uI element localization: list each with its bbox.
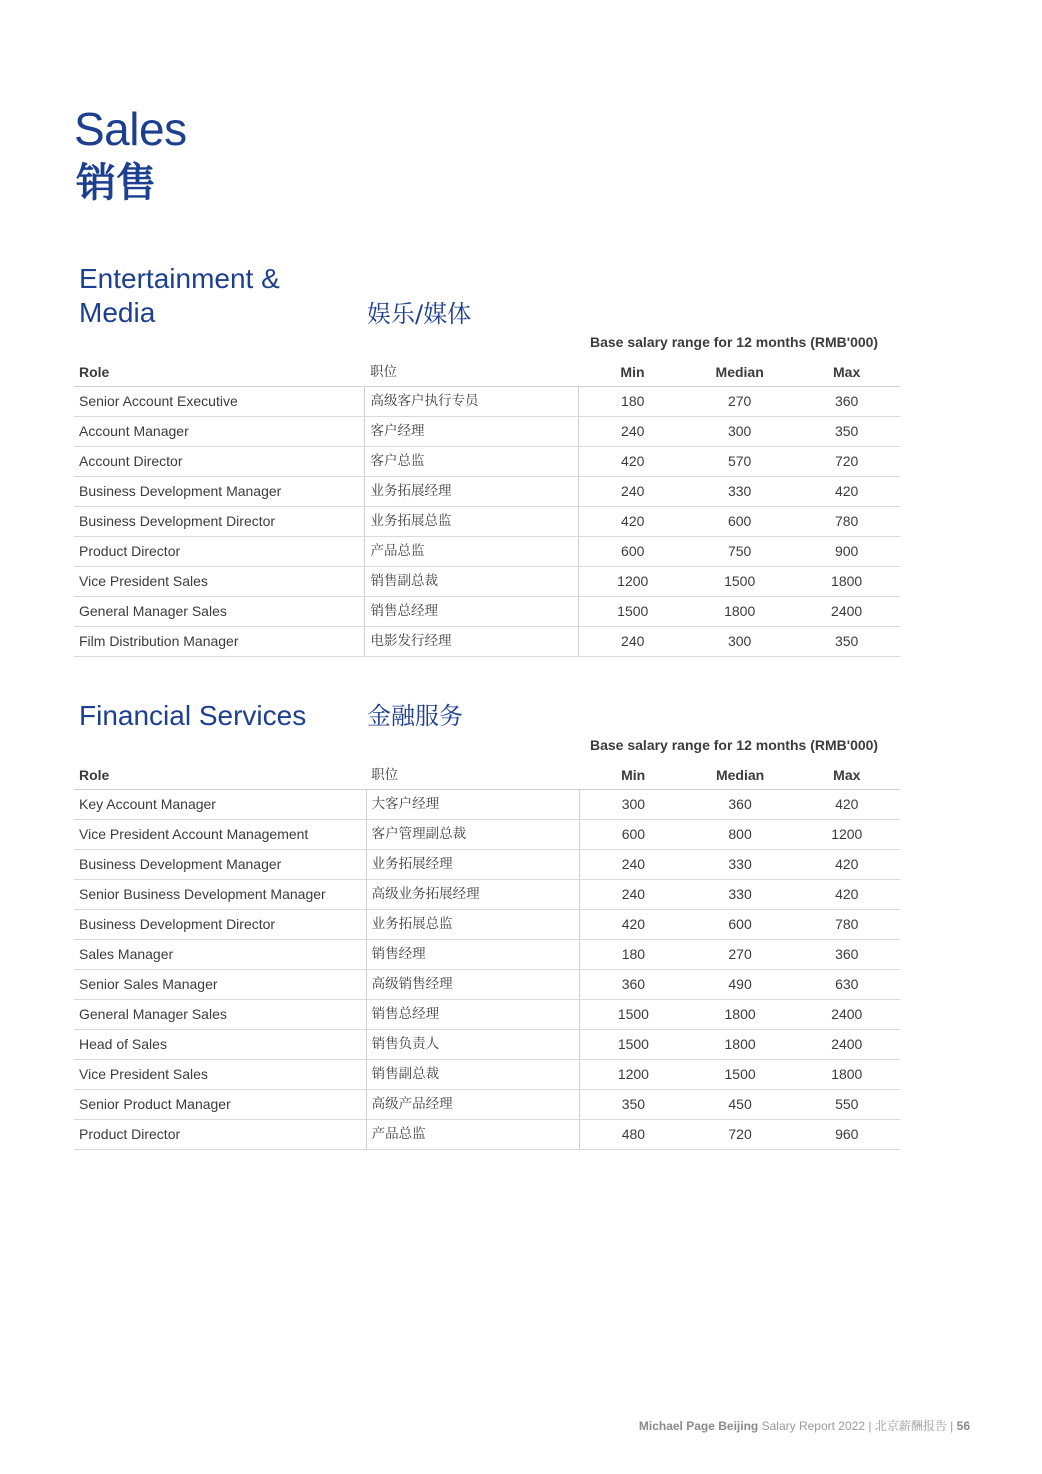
cell-median: 450 xyxy=(687,1090,794,1120)
cell-max: 350 xyxy=(793,627,900,657)
cell-role: Account Manager xyxy=(74,417,365,447)
footer-report-cn: 北京薪酬报告 xyxy=(874,1419,947,1433)
cell-min: 420 xyxy=(579,507,686,537)
cell-role-cn: 销售总经理 xyxy=(366,1000,580,1030)
section-title-en: Entertainment & Media xyxy=(79,263,280,328)
cell-role: Vice President Sales xyxy=(74,1060,366,1090)
cell-role: General Manager Sales xyxy=(74,1000,366,1030)
table-row xyxy=(74,910,900,940)
cell-role-cn: 产品总监 xyxy=(365,537,579,567)
table-row xyxy=(74,940,900,970)
cell-role: Vice President Sales xyxy=(74,567,365,597)
cell-max: 780 xyxy=(793,507,900,537)
cell-role-cn: 客户总监 xyxy=(365,447,579,477)
cell-min: 600 xyxy=(579,537,686,567)
salary-range-caption: Base salary range for 12 months (RMB'000) xyxy=(590,334,879,350)
cell-median: 270 xyxy=(686,387,793,417)
page-footer xyxy=(639,1417,970,1434)
cell-min: 1200 xyxy=(580,1060,687,1090)
salary-table xyxy=(74,359,900,657)
cell-role: Senior Account Executive xyxy=(74,387,365,417)
table-row xyxy=(74,387,900,417)
cell-max: 360 xyxy=(794,940,900,970)
cell-role-cn: 高级产品经理 xyxy=(366,1090,580,1120)
cell-role: Senior Product Manager xyxy=(74,1090,366,1120)
cell-max: 420 xyxy=(794,790,900,820)
cell-median: 750 xyxy=(686,537,793,567)
cell-median: 1800 xyxy=(687,1000,794,1030)
section-title-en: Financial Services xyxy=(79,700,307,731)
cell-max: 420 xyxy=(793,477,900,507)
cell-max: 900 xyxy=(793,537,900,567)
cell-median: 330 xyxy=(686,477,793,507)
cell-max: 2400 xyxy=(793,597,900,627)
table-row xyxy=(74,970,900,1000)
cell-max: 960 xyxy=(794,1120,900,1150)
cell-median: 330 xyxy=(687,880,794,910)
cell-median: 720 xyxy=(687,1120,794,1150)
table-row xyxy=(74,850,900,880)
cell-max: 360 xyxy=(793,387,900,417)
cell-role-cn: 客户经理 xyxy=(365,417,579,447)
salary-range-caption: Base salary range for 12 months (RMB'000) xyxy=(590,737,879,753)
column-header-role-cn: 职位 xyxy=(365,359,579,387)
cell-role-cn: 销售经理 xyxy=(366,940,580,970)
cell-median: 1500 xyxy=(687,1060,794,1090)
cell-role-cn: 销售负责人 xyxy=(366,1030,580,1060)
table-row xyxy=(74,417,900,447)
cell-max: 1800 xyxy=(793,567,900,597)
table-row xyxy=(74,1090,900,1120)
column-header-max: Max xyxy=(794,762,900,790)
cell-median: 800 xyxy=(687,820,794,850)
cell-role-cn: 销售副总裁 xyxy=(365,567,579,597)
cell-max: 2400 xyxy=(794,1000,900,1030)
cell-role: Business Development Manager xyxy=(74,850,366,880)
cell-role: Account Director xyxy=(74,447,365,477)
cell-min: 420 xyxy=(580,910,687,940)
cell-role: Business Development Director xyxy=(74,507,365,537)
cell-role: Head of Sales xyxy=(74,1030,366,1060)
table-row xyxy=(74,820,900,850)
cell-median: 1500 xyxy=(686,567,793,597)
cell-role: Product Director xyxy=(74,537,365,567)
cell-min: 480 xyxy=(580,1120,687,1150)
cell-min: 180 xyxy=(579,387,686,417)
cell-min: 180 xyxy=(580,940,687,970)
page-number: 56 xyxy=(956,1419,970,1433)
table-row xyxy=(74,537,900,567)
cell-min: 1200 xyxy=(579,567,686,597)
cell-role: Vice President Account Management xyxy=(74,820,366,850)
cell-max: 630 xyxy=(794,970,900,1000)
column-header-min: Min xyxy=(580,762,687,790)
cell-max: 420 xyxy=(794,850,900,880)
cell-min: 350 xyxy=(580,1090,687,1120)
cell-role: Film Distribution Manager xyxy=(74,627,365,657)
page-title-en: Sales xyxy=(74,103,187,155)
table-row xyxy=(74,507,900,537)
cell-median: 300 xyxy=(686,417,793,447)
footer-report: Salary Report 2022 xyxy=(761,1419,865,1433)
cell-role-cn: 业务拓展总监 xyxy=(366,910,580,940)
column-header-role-cn: 职位 xyxy=(366,762,580,790)
cell-min: 1500 xyxy=(580,1000,687,1030)
table-row xyxy=(74,597,900,627)
table-row xyxy=(74,567,900,597)
page-title-cn: 销售 xyxy=(76,160,156,206)
cell-role: Sales Manager xyxy=(74,940,366,970)
cell-role: Business Development Manager xyxy=(74,477,365,507)
table-body xyxy=(74,387,900,657)
cell-role-cn: 电影发行经理 xyxy=(365,627,579,657)
cell-role-cn: 销售副总裁 xyxy=(366,1060,580,1090)
cell-role: Product Director xyxy=(74,1120,366,1150)
column-header-median: Median xyxy=(687,762,794,790)
table-body xyxy=(74,790,900,1150)
cell-role-cn: 业务拓展经理 xyxy=(366,850,580,880)
cell-role: Key Account Manager xyxy=(74,790,366,820)
cell-max: 550 xyxy=(794,1090,900,1120)
cell-role-cn: 业务拓展经理 xyxy=(365,477,579,507)
cell-min: 1500 xyxy=(579,597,686,627)
column-header-min: Min xyxy=(579,359,686,387)
cell-median: 1800 xyxy=(686,597,793,627)
table-row xyxy=(74,1000,900,1030)
cell-role: Senior Sales Manager xyxy=(74,970,366,1000)
table-row xyxy=(74,447,900,477)
column-header-max: Max xyxy=(793,359,900,387)
cell-role: General Manager Sales xyxy=(74,597,365,627)
cell-min: 600 xyxy=(580,820,687,850)
cell-max: 780 xyxy=(794,910,900,940)
footer-separator: | xyxy=(868,1419,872,1433)
table-row xyxy=(74,627,900,657)
cell-min: 360 xyxy=(580,970,687,1000)
cell-median: 270 xyxy=(687,940,794,970)
cell-median: 600 xyxy=(686,507,793,537)
column-header-role: Role xyxy=(74,762,366,790)
cell-role: Business Development Director xyxy=(74,910,366,940)
cell-median: 600 xyxy=(687,910,794,940)
footer-separator: | xyxy=(950,1419,954,1433)
cell-median: 330 xyxy=(687,850,794,880)
cell-max: 2400 xyxy=(794,1030,900,1060)
cell-min: 240 xyxy=(579,477,686,507)
table-header-row xyxy=(74,359,900,387)
column-header-role: Role xyxy=(74,359,365,387)
cell-median: 300 xyxy=(686,627,793,657)
cell-role-cn: 大客户经理 xyxy=(366,790,580,820)
cell-min: 300 xyxy=(580,790,687,820)
table-row xyxy=(74,880,900,910)
table-row xyxy=(74,1120,900,1150)
section-title-cn: 娱乐/媒体 xyxy=(367,300,472,328)
cell-min: 240 xyxy=(580,850,687,880)
table-header-row xyxy=(74,762,900,790)
cell-role-cn: 销售总经理 xyxy=(365,597,579,627)
cell-role-cn: 高级销售经理 xyxy=(366,970,580,1000)
section-title-cn: 金融服务 xyxy=(367,702,463,730)
cell-role: Senior Business Development Manager xyxy=(74,880,366,910)
cell-max: 350 xyxy=(793,417,900,447)
salary-table xyxy=(74,762,900,1150)
cell-median: 570 xyxy=(686,447,793,477)
cell-min: 240 xyxy=(579,627,686,657)
cell-median: 1800 xyxy=(687,1030,794,1060)
cell-role-cn: 高级客户执行专员 xyxy=(365,387,579,417)
cell-median: 360 xyxy=(687,790,794,820)
cell-role-cn: 客户管理副总裁 xyxy=(366,820,580,850)
cell-min: 240 xyxy=(580,880,687,910)
cell-max: 720 xyxy=(793,447,900,477)
cell-min: 240 xyxy=(579,417,686,447)
cell-role-cn: 高级业务拓展经理 xyxy=(366,880,580,910)
column-header-median: Median xyxy=(686,359,793,387)
cell-min: 1500 xyxy=(580,1030,687,1060)
cell-max: 1800 xyxy=(794,1060,900,1090)
table-row xyxy=(74,1060,900,1090)
table-row xyxy=(74,1030,900,1060)
cell-max: 420 xyxy=(794,880,900,910)
table-row xyxy=(74,477,900,507)
cell-max: 1200 xyxy=(794,820,900,850)
cell-min: 420 xyxy=(579,447,686,477)
table-row xyxy=(74,790,900,820)
footer-brand: Michael Page Beijing xyxy=(638,1419,759,1433)
cell-median: 490 xyxy=(687,970,794,1000)
cell-role-cn: 产品总监 xyxy=(366,1120,580,1150)
cell-role-cn: 业务拓展总监 xyxy=(365,507,579,537)
